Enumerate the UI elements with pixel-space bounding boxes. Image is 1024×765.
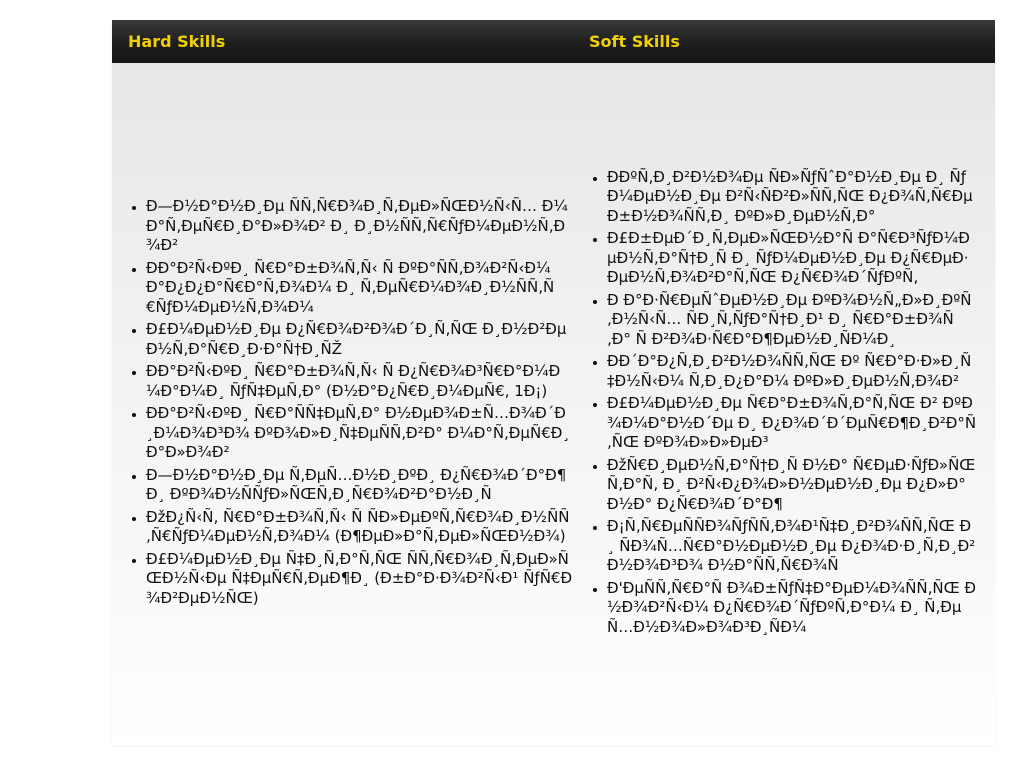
soft-skill-item: • ÐÐ´Ð°Ð¿Ñ‚Ð¸Ð²Ð½Ð¾ÑÑ‚ÑŒ Ðº Ñ€Ð°Ð·Ð»Ð¸Ñ‡Ð½Ñ‹Ð¼ Ñ‚Ð¸Ð¿Ð°Ð¼ ÐºÐ»Ð¸ÐµÐ½Ñ‚Ð¾Ð² xyxy=(607,352,977,391)
soft-skill-item: • Ð'ÐµÑÑ‚Ñ€Ð°Ñ Ð¾Ð±ÑƒÑ‡Ð°ÐµÐ¼Ð¾ÑÑ‚ÑŒ Ð½Ð¾Ð²Ñ‹Ð¼ Ð¿Ñ€Ð¾Ð´ÑƒÐºÑ‚Ð°Ð¼ Ð¸ Ñ‚ÐµÑ…Ð½Ð¾Ð»Ð¾Ð³Ð¸ÑÐ¼ xyxy=(607,579,977,638)
soft-skill-item: • Ð£Ð±ÐµÐ´Ð¸Ñ‚ÐµÐ»ÑŒÐ½Ð°Ñ Ð°Ñ€Ð³ÑƒÐ¼ÐµÐ½Ñ‚Ð°Ñ†Ð¸Ñ Ð¸ ÑƒÐ¼ÐµÐ½Ð¸Ðµ Ð¿Ñ€ÐµÐ·ÐµÐ½Ñ‚Ð¾Ð²Ð°Ñ‚ÑŒ Ð¿Ñ€Ð¾Ð´ÑƒÐºÑ‚ xyxy=(607,229,977,288)
hard-skill-item: • ÐÐ°Ð²Ñ‹ÐºÐ¸ Ñ€Ð°Ð±Ð¾Ñ‚Ñ‹ Ñ ÐºÐ°ÑÑ‚Ð¾Ð²Ñ‹Ð¼ Ð°Ð¿Ð¿Ð°Ñ€Ð°Ñ‚Ð¾Ð¼ Ð¸ Ñ‚ÐµÑ€Ð¼Ð¾Ð¸Ð½ÑÑ‚Ñ€ÑƒÐ¼ÐµÐ½Ñ‚Ð¾Ð¼ xyxy=(146,259,573,318)
hard-skills-cell xyxy=(112,63,573,745)
soft-skill-item: • ÐžÑ€Ð¸ÐµÐ½Ñ‚Ð°Ñ†Ð¸Ñ Ð½Ð° Ñ€ÐµÐ·ÑƒÐ»ÑŒÑ‚Ð°Ñ‚ Ð¸ Ð²Ñ‹Ð¿Ð¾Ð»Ð½ÐµÐ½Ð¸Ðµ Ð¿Ð»Ð°Ð½Ð° Ð¿Ñ€Ð¾Ð´Ð°Ð¶ xyxy=(607,456,977,515)
soft-skills-list xyxy=(573,168,977,641)
soft-skill-item: • Ð Ð°Ð·Ñ€ÐµÑˆÐµÐ½Ð¸Ðµ ÐºÐ¾Ð½Ñ„Ð»Ð¸ÐºÑ‚Ð½Ñ‹Ñ… ÑÐ¸Ñ‚ÑƒÐ°Ñ†Ð¸Ð¹ Ð¸ Ñ€Ð°Ð±Ð¾Ñ‚Ð° Ñ Ð²Ð¾Ð·Ñ€Ð°Ð¶ÐµÐ½Ð¸ÑÐ¼Ð¸ xyxy=(607,291,977,350)
hard-skill-item: • Ð—Ð½Ð°Ð½Ð¸Ðµ ÑÑ‚Ñ€Ð¾Ð¸Ñ‚ÐµÐ»ÑŒÐ½Ñ‹Ñ… Ð¼Ð°Ñ‚ÐµÑ€Ð¸Ð°Ð»Ð¾Ð² Ð¸ Ð¸Ð½ÑÑ‚Ñ€ÑƒÐ¼ÐµÐ½Ñ‚Ð¾Ð² xyxy=(146,197,573,256)
hard-skill-item: • Ð£Ð¼ÐµÐ½Ð¸Ðµ Ñ‡Ð¸Ñ‚Ð°Ñ‚ÑŒ ÑÑ‚Ñ€Ð¾Ð¸Ñ‚ÐµÐ»ÑŒÐ½Ñ‹Ðµ Ñ‡ÐµÑ€Ñ‚ÐµÐ¶Ð¸ (Ð±Ð°Ð·Ð¾Ð²Ñ‹Ð¹ ÑƒÑ€Ð¾Ð²ÐµÐ½ÑŒ) xyxy=(146,550,573,609)
soft-skill-item: • Ð£Ð¼ÐµÐ½Ð¸Ðµ Ñ€Ð°Ð±Ð¾Ñ‚Ð°Ñ‚ÑŒ Ð² ÐºÐ¾Ð¼Ð°Ð½Ð´Ðµ Ð¸ Ð¿Ð¾Ð´Ð´ÐµÑ€Ð¶Ð¸Ð²Ð°Ñ‚ÑŒ ÐºÐ¾Ð»Ð»ÐµÐ³ xyxy=(607,394,977,453)
table-header-row xyxy=(112,20,995,63)
soft-skills-header: Soft Skills xyxy=(589,32,680,51)
hard-skill-item: • Ð£Ð¼ÐµÐ½Ð¸Ðµ Ð¿Ñ€Ð¾Ð²Ð¾Ð´Ð¸Ñ‚ÑŒ Ð¸Ð½Ð²ÐµÐ½Ñ‚Ð°Ñ€Ð¸Ð·Ð°Ñ†Ð¸ÑŽ xyxy=(146,320,573,359)
skills-table xyxy=(112,20,995,745)
hard-skill-item: • ÐžÐ¿Ñ‹Ñ‚ Ñ€Ð°Ð±Ð¾Ñ‚Ñ‹ Ñ ÑÐ»ÐµÐºÑ‚Ñ€Ð¾Ð¸Ð½ÑÑ‚Ñ€ÑƒÐ¼ÐµÐ½Ñ‚Ð¾Ð¼ (Ð¶ÐµÐ»Ð°Ñ‚ÐµÐ»ÑŒÐ½Ð¾) xyxy=(146,508,573,547)
soft-skill-item: • Ð¡Ñ‚Ñ€ÐµÑÑÐ¾ÑƒÑÑ‚Ð¾Ð¹Ñ‡Ð¸Ð²Ð¾ÑÑ‚ÑŒ Ð¸ ÑÐ¾Ñ…Ñ€Ð°Ð½ÐµÐ½Ð¸Ðµ Ð¿Ð¾Ð·Ð¸Ñ‚Ð¸Ð²Ð½Ð¾Ð³Ð¾ Ð½Ð°ÑÑ‚Ñ€Ð¾Ñ xyxy=(607,517,977,576)
hard-skills-header: Hard Skills xyxy=(128,32,226,51)
soft-skill-item: • ÐÐºÑ‚Ð¸Ð²Ð½Ð¾Ðµ ÑÐ»ÑƒÑˆÐ°Ð½Ð¸Ðµ Ð¸ ÑƒÐ¼ÐµÐ½Ð¸Ðµ Ð²Ñ‹ÑÐ²Ð»ÑÑ‚ÑŒ Ð¿Ð¾Ñ‚Ñ€ÐµÐ±Ð½Ð¾ÑÑ‚Ð¸ ÐºÐ»Ð¸ÐµÐ½Ñ‚Ð° xyxy=(607,168,977,227)
hard-skill-item: • ÐÐ°Ð²Ñ‹ÐºÐ¸ Ñ€Ð°ÑÑ‡ÐµÑ‚Ð° Ð½ÐµÐ¾Ð±Ñ…Ð¾Ð´Ð¸Ð¼Ð¾Ð³Ð¾ ÐºÐ¾Ð»Ð¸Ñ‡ÐµÑÑ‚Ð²Ð° Ð¼Ð°Ñ‚ÐµÑ€Ð¸Ð°Ð»Ð¾Ð² xyxy=(146,404,573,463)
hard-skill-item: • Ð—Ð½Ð°Ð½Ð¸Ðµ Ñ‚ÐµÑ…Ð½Ð¸ÐºÐ¸ Ð¿Ñ€Ð¾Ð´Ð°Ð¶ Ð¸ ÐºÐ¾Ð½ÑÑƒÐ»ÑŒÑ‚Ð¸Ñ€Ð¾Ð²Ð°Ð½Ð¸Ñ xyxy=(146,466,573,505)
hard-skills-list xyxy=(112,197,573,611)
table-body-row xyxy=(112,63,995,745)
hard-skill-item: • ÐÐ°Ð²Ñ‹ÐºÐ¸ Ñ€Ð°Ð±Ð¾Ñ‚Ñ‹ Ñ Ð¿Ñ€Ð¾Ð³Ñ€Ð°Ð¼Ð¼Ð°Ð¼Ð¸ ÑƒÑ‡ÐµÑ‚Ð° (Ð½Ð°Ð¿Ñ€Ð¸Ð¼ÐµÑ€, 1Ð¡) xyxy=(146,362,573,401)
soft-skills-cell xyxy=(573,63,995,745)
